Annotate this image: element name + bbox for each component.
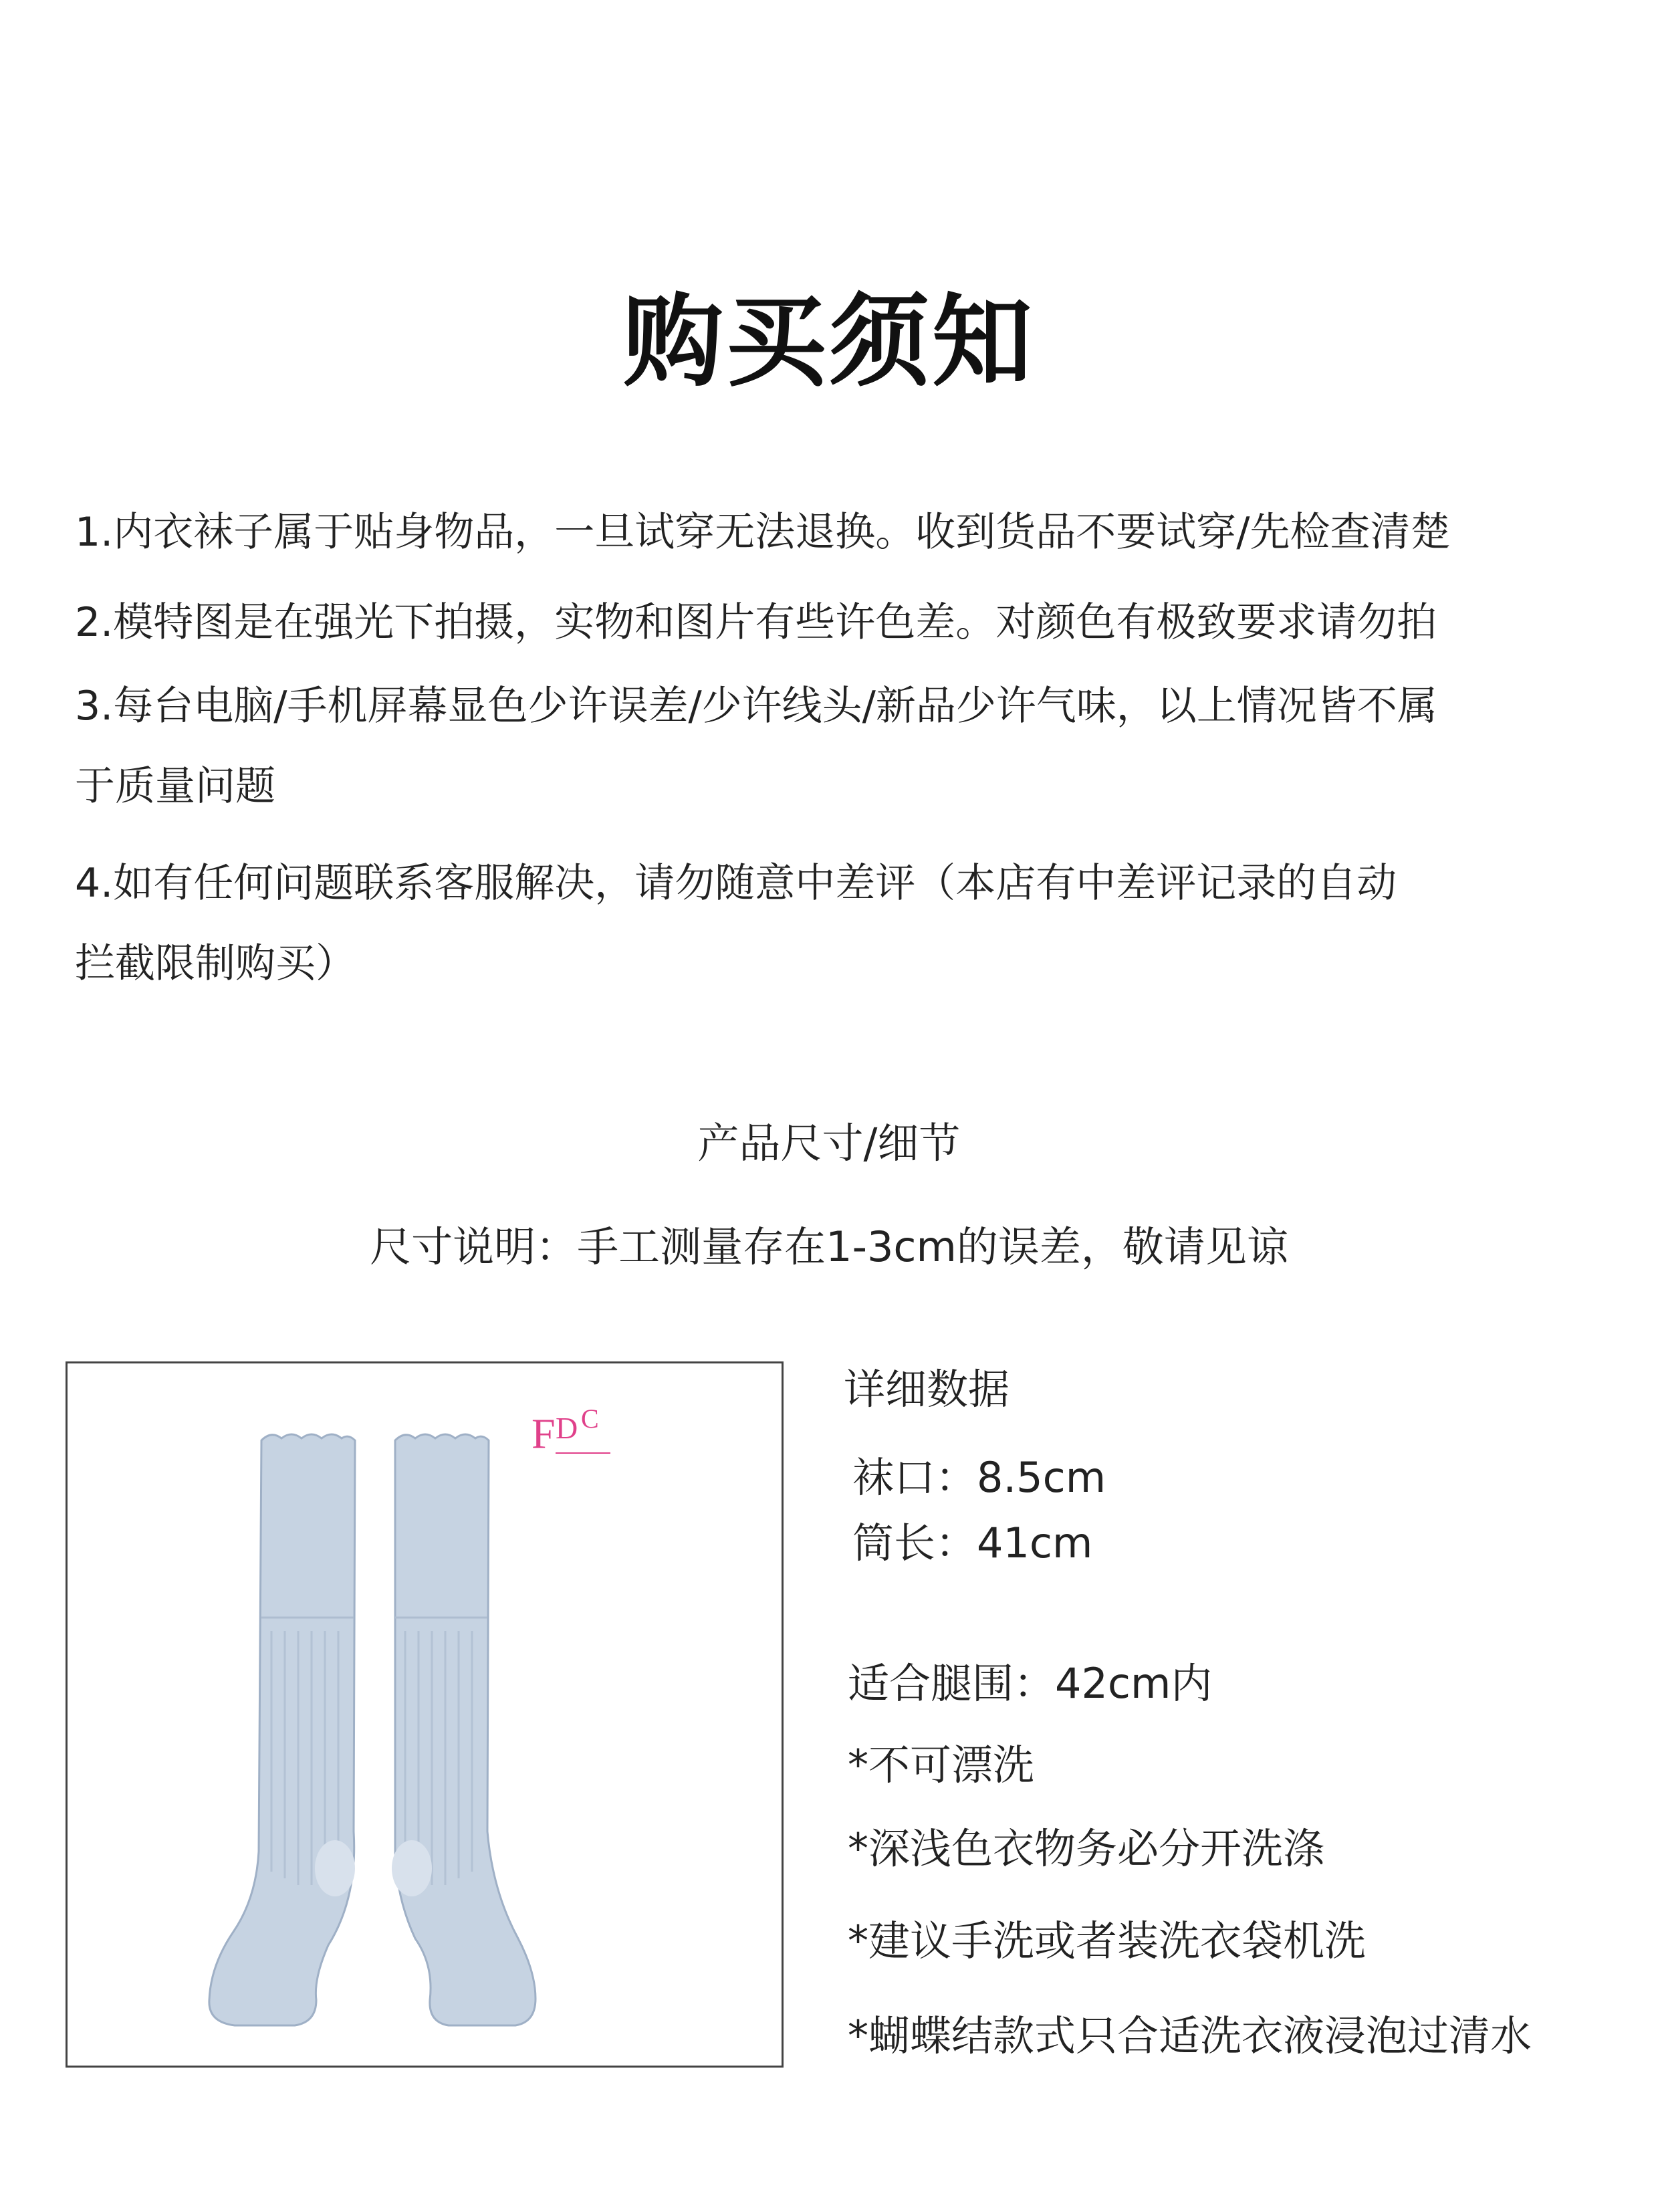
notice-item-3: 3.每台电脑/手机屏幕显色少许误差/少许线头/新品少许气味，以上情况皆不属 [75,683,1437,730]
right-sock [392,1434,536,2025]
page-title: 购买须知 [622,284,1035,401]
socks-illustration [68,1363,782,2066]
care-item: *深浅色衣物务必分开洗涤 [848,1824,1325,1873]
product-size-heading: 产品尺寸/细节 [697,1119,961,1168]
details-heading: 详细数据 [844,1365,1010,1414]
care-item: *建议手洗或者装洗衣袋机洗 [848,1916,1367,1965]
care-item: *蝴蝶结款式只合适洗衣液浸泡过清水 [848,2011,1532,2060]
notice-item-4: 4.如有任何问题联系客服解决，请勿随意中差评（本店有中差评记录的自动 [75,860,1397,907]
notice-item-2: 2.模特图是在强光下拍摄，实物和图片有些许色差。对颜色有极致要求请勿拍 [75,599,1437,646]
notice-item-4-continued: 拦截限制购买） [75,940,356,987]
care-item: *不可漂洗 [848,1741,1035,1789]
svg-text:D: D [556,1411,578,1445]
detail-fit: 适合腿围：42cm内 [848,1659,1213,1708]
left-sock [209,1434,355,2025]
svg-text:F: F [531,1410,556,1457]
svg-text:C: C [581,1404,599,1434]
product-photo [66,1361,784,2068]
size-note: 尺寸说明：手工测量存在1-3cm的误差，敬请见谅 [370,1222,1288,1271]
notice-item-1: 1.内衣袜子属于贴身物品，一旦试穿无法退换。收到货品不要试穿/先检查清楚 [75,509,1451,556]
detail-cuff: 袜口：8.5cm [852,1453,1106,1502]
detail-length: 筒长：41cm [852,1519,1093,1567]
notice-item-3-continued: 于质量问题 [75,763,275,810]
